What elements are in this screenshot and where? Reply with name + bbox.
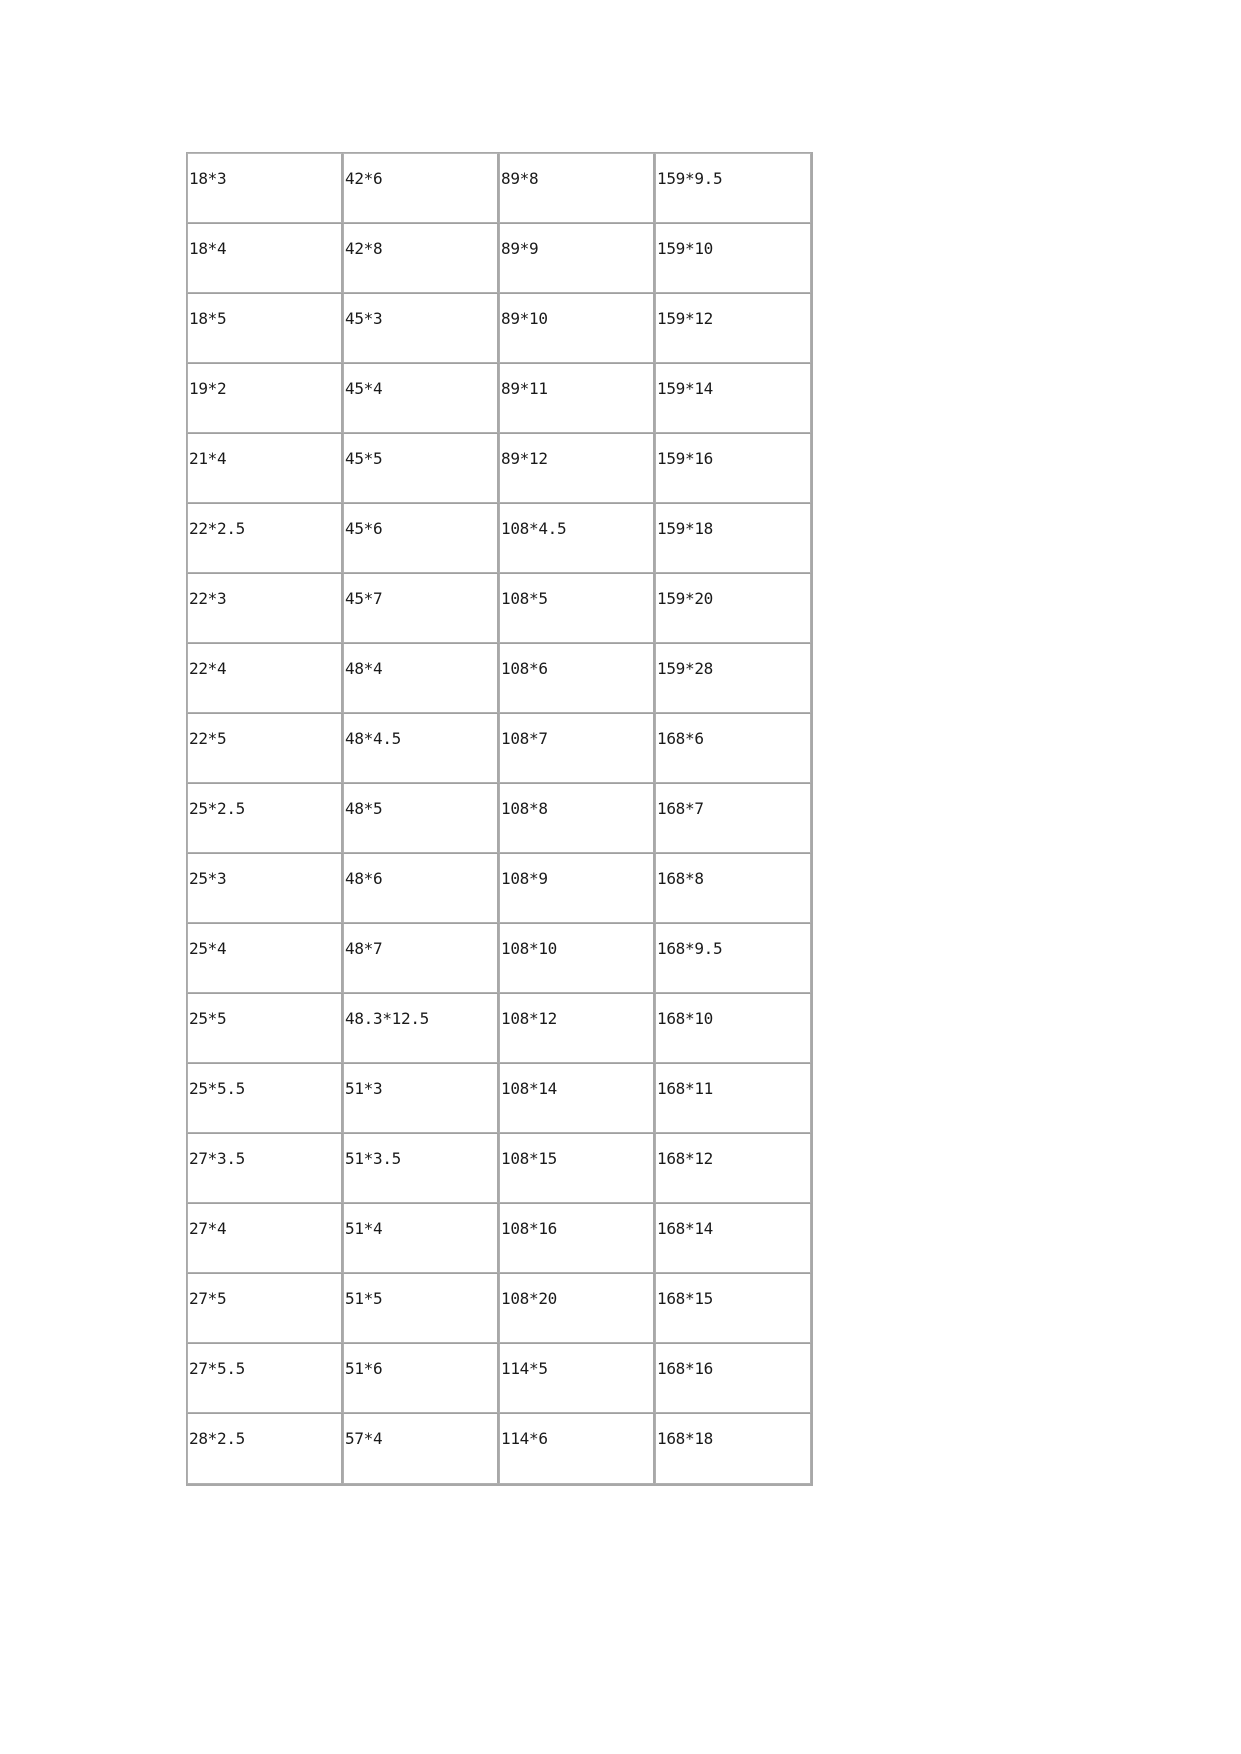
table-cell: 108*16 (499, 1203, 655, 1273)
table-cell: 25*5 (187, 993, 343, 1063)
table-cell: 168*18 (655, 1413, 811, 1484)
table-row (187, 223, 811, 293)
table-cell: 89*12 (499, 433, 655, 503)
table-row (187, 713, 811, 783)
table-cell: 51*3.5 (343, 1133, 499, 1203)
table-cell: 48*4 (343, 643, 499, 713)
table-row (187, 1273, 811, 1343)
table-cell: 168*14 (655, 1203, 811, 1273)
table-cell: 27*5 (187, 1273, 343, 1343)
table-cell: 22*3 (187, 573, 343, 643)
table-cell: 48*7 (343, 923, 499, 993)
table-cell: 42*6 (343, 153, 499, 223)
table-cell: 159*18 (655, 503, 811, 573)
table-cell: 48.3*12.5 (343, 993, 499, 1063)
table-cell: 108*6 (499, 643, 655, 713)
table-row (187, 1203, 811, 1273)
table-cell: 51*3 (343, 1063, 499, 1133)
table-cell: 108*14 (499, 1063, 655, 1133)
table-row (187, 153, 811, 223)
table-cell: 108*12 (499, 993, 655, 1063)
table-cell: 159*12 (655, 293, 811, 363)
table-cell: 108*10 (499, 923, 655, 993)
table-cell: 22*4 (187, 643, 343, 713)
table-cell: 48*5 (343, 783, 499, 853)
table-cell: 114*5 (499, 1343, 655, 1413)
table-cell: 27*5.5 (187, 1343, 343, 1413)
table-cell: 51*4 (343, 1203, 499, 1273)
table-cell: 21*4 (187, 433, 343, 503)
table-cell: 25*2.5 (187, 783, 343, 853)
table-cell: 168*9.5 (655, 923, 811, 993)
table-row (187, 363, 811, 433)
table-cell: 45*3 (343, 293, 499, 363)
table-cell: 51*6 (343, 1343, 499, 1413)
table-row (187, 783, 811, 853)
table-row (187, 573, 811, 643)
table-cell: 108*4.5 (499, 503, 655, 573)
table-cell: 168*6 (655, 713, 811, 783)
table-cell: 25*3 (187, 853, 343, 923)
table-cell: 51*5 (343, 1273, 499, 1343)
table-cell: 22*5 (187, 713, 343, 783)
table-cell: 168*15 (655, 1273, 811, 1343)
table-cell: 48*6 (343, 853, 499, 923)
table-cell: 25*5.5 (187, 1063, 343, 1133)
table-cell: 168*11 (655, 1063, 811, 1133)
table-cell: 89*9 (499, 223, 655, 293)
table-cell: 159*28 (655, 643, 811, 713)
table-cell: 108*5 (499, 573, 655, 643)
table-cell: 108*8 (499, 783, 655, 853)
table-row (187, 853, 811, 923)
table-cell: 22*2.5 (187, 503, 343, 573)
table-cell: 89*11 (499, 363, 655, 433)
table-cell: 18*5 (187, 293, 343, 363)
table-cell: 18*4 (187, 223, 343, 293)
table-row (187, 433, 811, 503)
table-cell: 168*10 (655, 993, 811, 1063)
table-cell: 108*15 (499, 1133, 655, 1203)
table-row (187, 923, 811, 993)
spec-table (186, 152, 813, 1486)
table-cell: 114*6 (499, 1413, 655, 1484)
table-cell: 19*2 (187, 363, 343, 433)
table-cell: 108*20 (499, 1273, 655, 1343)
table-cell: 159*9.5 (655, 153, 811, 223)
table-cell: 168*8 (655, 853, 811, 923)
table-row (187, 1133, 811, 1203)
table-cell: 159*14 (655, 363, 811, 433)
table-cell: 159*10 (655, 223, 811, 293)
table-cell: 27*4 (187, 1203, 343, 1273)
table-cell: 57*4 (343, 1413, 499, 1484)
table-cell: 159*20 (655, 573, 811, 643)
table-cell: 108*7 (499, 713, 655, 783)
table-cell: 45*5 (343, 433, 499, 503)
table-cell: 168*12 (655, 1133, 811, 1203)
table-cell: 42*8 (343, 223, 499, 293)
table-cell: 28*2.5 (187, 1413, 343, 1484)
table-cell: 168*16 (655, 1343, 811, 1413)
table-row (187, 643, 811, 713)
spec-table-body (187, 153, 811, 1484)
table-cell: 27*3.5 (187, 1133, 343, 1203)
table-row (187, 1063, 811, 1133)
table-row (187, 1343, 811, 1413)
table-cell: 48*4.5 (343, 713, 499, 783)
table-row (187, 293, 811, 363)
table-cell: 45*4 (343, 363, 499, 433)
table-row (187, 1413, 811, 1484)
table-cell: 45*6 (343, 503, 499, 573)
table-cell: 168*7 (655, 783, 811, 853)
table-cell: 89*8 (499, 153, 655, 223)
table-cell: 45*7 (343, 573, 499, 643)
table-row (187, 503, 811, 573)
table-cell: 159*16 (655, 433, 811, 503)
table-cell: 89*10 (499, 293, 655, 363)
table-cell: 18*3 (187, 153, 343, 223)
table-cell: 108*9 (499, 853, 655, 923)
table-cell: 25*4 (187, 923, 343, 993)
table-row (187, 993, 811, 1063)
